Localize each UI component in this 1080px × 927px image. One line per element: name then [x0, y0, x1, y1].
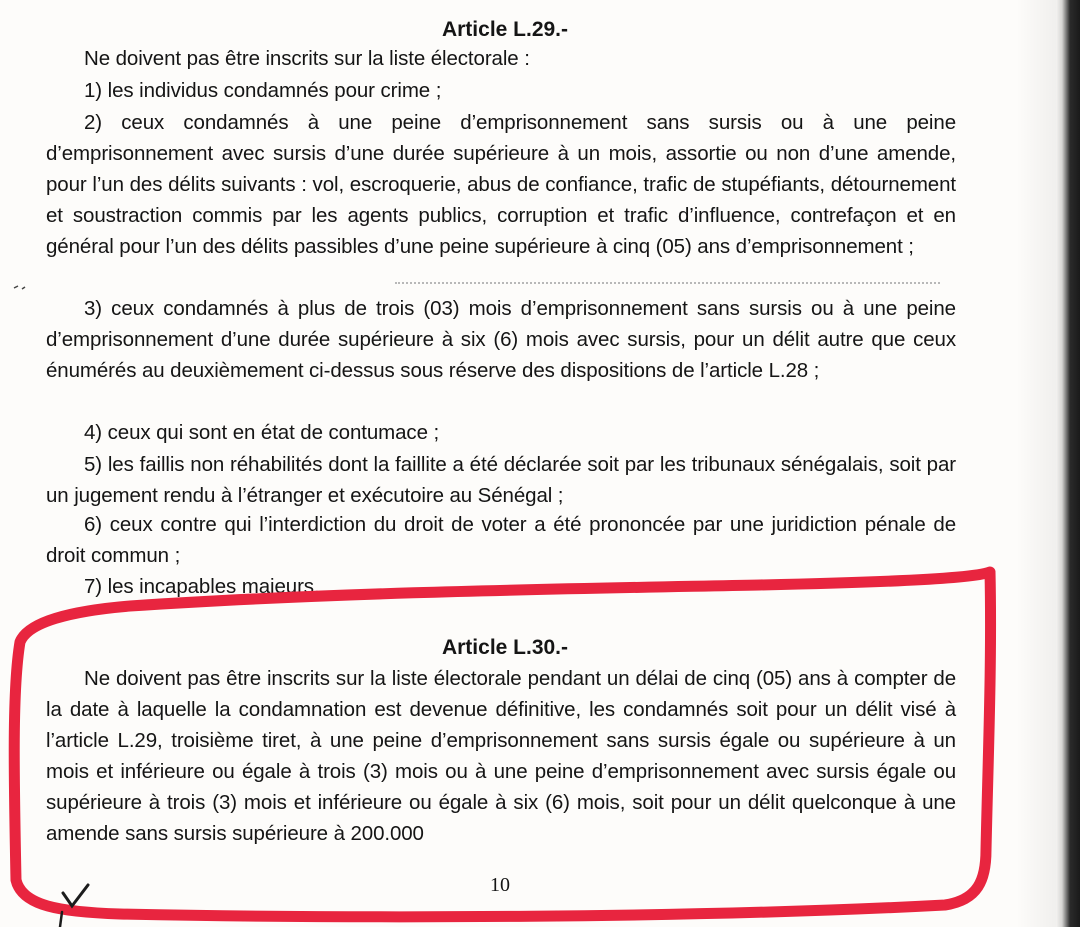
- article-l29-item-1: 1) les individus condamnés pour crime ;: [84, 79, 442, 102]
- article-l29-item-7: 7) les incapables majeurs.: [84, 575, 320, 598]
- article-l30-title: Article L.30.-: [441, 636, 569, 659]
- article-l29-item-6: 6) ceux contre qui l’interdiction du droit de voter a été prononcée par une juridiction pénale de droit commun ;: [46, 513, 956, 567]
- page-shadow: [1016, 0, 1056, 927]
- margin-tick-mark: [12, 280, 34, 292]
- pen-stroke: [60, 912, 62, 927]
- article-l29-title: Article L.29.-: [441, 18, 569, 41]
- article-l29-intro: Ne doivent pas être inscrits sur la liste électorale :: [84, 47, 530, 70]
- article-l29-item-5: 5) les faillis non réhabilités dont la faillite a été déclarée soit par les tribunaux sénégalais, soit par un jugement rendu à l’étranger et exécutoire au Sénégal ;: [46, 453, 956, 507]
- scan-dotted-line: [395, 282, 940, 284]
- pen-checkmark: [63, 885, 88, 906]
- article-l30-body: Ne doivent pas être inscrits sur la liste électorale pendant un délai de cinq (05) ans à compter de la date à laquelle la condamnation est devenue définitive, les condamnés soit pour un délit visé à l’article L.29, troisième tiret, à une peine d’emprisonnement sans sursis égale ou supérieure à un mois et inférieure ou égale à trois (3) mois ou à une peine d’emprisonnement avec sursis égale ou supérieure à trois (3) mois et inférieure ou égale à six (6) mois, soit pour un délit quelconque à une amende sans sursis supérieure à 200.000: [46, 667, 957, 845]
- page-edge: [1056, 0, 1080, 927]
- article-l29-item-4: 4) ceux qui sont en état de contumace ;: [84, 421, 440, 444]
- article-l29-item-3: 3) ceux condamnés à plus de trois (03) mois d’emprisonnement sans sursis ou à une peine d’emprisonnement d’une durée supérieure à six (6) mois avec sursis, pour un délit autre que ceux énumérés au deuxièmement ci-dessus sous réserve des dispositions de l’article L.28 ;: [46, 297, 956, 382]
- article-l29-item-2: 2) ceux condamnés à une peine d’emprisonnement sans sursis ou à une peine d’emprisonnement avec sursis d’une durée supérieure à un mois, assortie ou non d’une amende, pour l’un des délits suivants : vol, escroquerie, abus de confiance, trafic de stupéfiants, détournement et soustraction commis par les agents publics, corruption et trafic d’influence, contrefaçon et en général pour l’un des délits passibles d’une peine supérieure à cinq (05) ans d’emprisonnement ;: [46, 111, 956, 258]
- page-number: 10: [490, 874, 510, 896]
